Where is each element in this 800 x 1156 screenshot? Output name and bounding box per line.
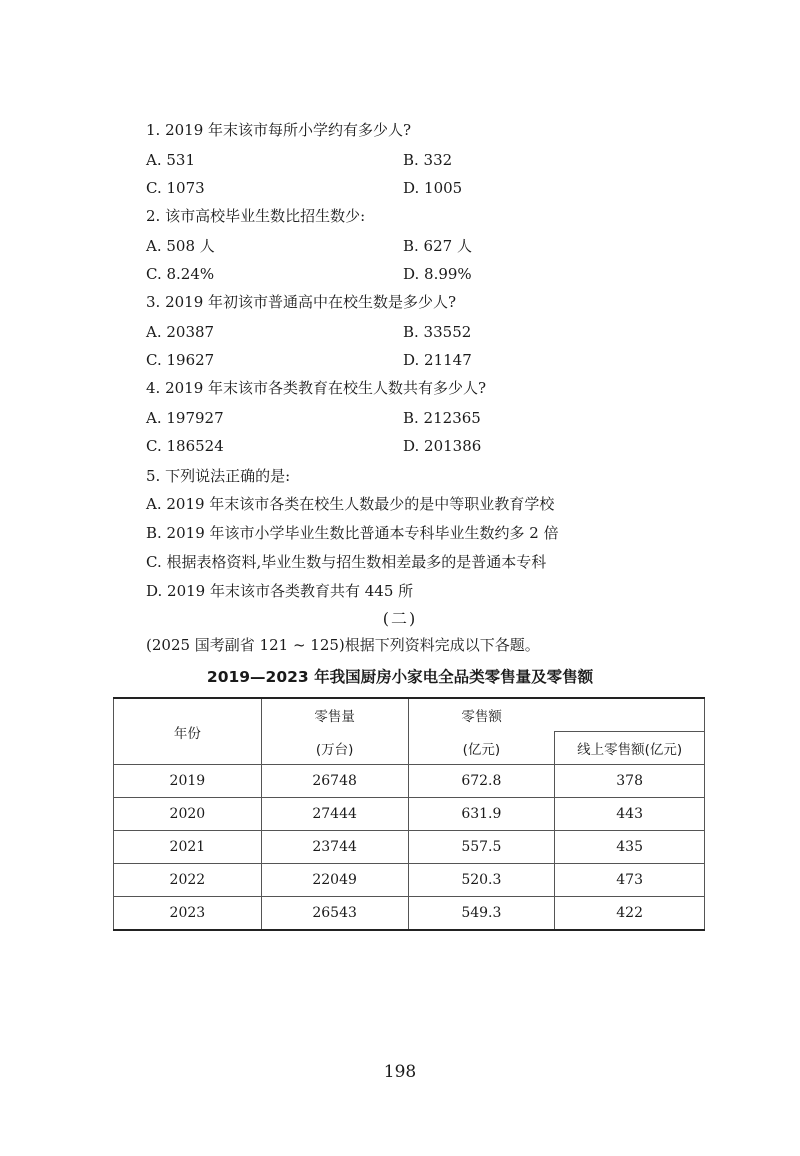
question-2-option-c: C. 8.24% <box>146 265 215 283</box>
header-amount: 零售额 <box>408 698 555 732</box>
cell-volume: 22049 <box>261 864 408 897</box>
question-5-option-a: A. 2019 年末该市各类在校生人数最少的是中等职业教育学校 <box>146 495 555 513</box>
table-row <box>114 831 705 864</box>
section-intro: (2025 国考副省 121 ~ 125)根据下列资料完成以下各题。 <box>146 636 540 654</box>
question-5-option-d: D. 2019 年末该市各类教育共有 445 所 <box>146 582 414 600</box>
retail-table <box>113 697 705 931</box>
table-title: 2019—2023 年我国厨房小家电全品类零售量及零售额 <box>206 668 594 686</box>
question-3-option-d: D. 21147 <box>403 351 472 369</box>
header-amount-unit: (亿元) <box>408 732 555 765</box>
cell-year: 2021 <box>114 831 262 864</box>
question-1-stem: 1. 2019 年末该市每所小学约有多少人? <box>146 121 412 139</box>
question-2-option-a: A. 508 人 <box>146 237 215 255</box>
question-4-option-a: A. 197927 <box>146 409 224 427</box>
question-3-option-b: B. 33552 <box>403 323 472 341</box>
cell-year: 2020 <box>114 798 262 831</box>
cell-amount: 631.9 <box>408 798 555 831</box>
header-amount-spacer <box>555 698 705 732</box>
cell-year: 2019 <box>114 765 262 798</box>
header-volume: 零售量 <box>261 698 408 732</box>
question-5-stem: 5. 下列说法正确的是: <box>146 467 291 485</box>
question-1-option-b: B. 332 <box>403 151 453 169</box>
cell-online: 422 <box>555 897 705 931</box>
cell-volume: 26543 <box>261 897 408 931</box>
question-3-stem: 3. 2019 年初该市普通高中在校生数是多少人? <box>146 293 457 311</box>
cell-online: 473 <box>555 864 705 897</box>
header-volume-unit: (万台) <box>261 732 408 765</box>
cell-amount: 549.3 <box>408 897 555 931</box>
table-row <box>114 765 705 798</box>
cell-amount: 557.5 <box>408 831 555 864</box>
page-number: 198 <box>383 1062 417 1082</box>
table-row <box>114 798 705 831</box>
cell-volume: 23744 <box>261 831 408 864</box>
question-2-option-d: D. 8.99% <box>403 265 472 283</box>
cell-year: 2022 <box>114 864 262 897</box>
header-year: 年份 <box>114 698 262 765</box>
question-1-option-d: D. 1005 <box>403 179 463 197</box>
cell-volume: 26748 <box>261 765 408 798</box>
question-4-stem: 4. 2019 年末该市各类教育在校生人数共有多少人? <box>146 379 487 397</box>
cell-amount: 520.3 <box>408 864 555 897</box>
question-1-option-c: C. 1073 <box>146 179 205 197</box>
cell-volume: 27444 <box>261 798 408 831</box>
question-4-option-b: B. 212365 <box>403 409 481 427</box>
question-3-option-c: C. 19627 <box>146 351 215 369</box>
question-2-stem: 2. 该市高校毕业生数比招生数少: <box>146 207 366 225</box>
question-5-option-c: C. 根据表格资料,毕业生数与招生数相差最多的是普通本专科 <box>146 553 547 571</box>
cell-year: 2023 <box>114 897 262 931</box>
cell-online: 443 <box>555 798 705 831</box>
question-2-option-b: B. 627 人 <box>403 237 472 255</box>
cell-amount: 672.8 <box>408 765 555 798</box>
header-online-amount: 线上零售额(亿元) <box>555 732 705 765</box>
cell-online: 435 <box>555 831 705 864</box>
question-4-option-c: C. 186524 <box>146 437 224 455</box>
section-label: (二) <box>382 609 418 628</box>
question-1-option-a: A. 531 <box>146 151 195 169</box>
cell-online: 378 <box>555 765 705 798</box>
table-row <box>114 864 705 897</box>
question-3-option-a: A. 20387 <box>146 323 215 341</box>
table-row <box>114 897 705 931</box>
question-4-option-d: D. 201386 <box>403 437 482 455</box>
question-5-option-b: B. 2019 年该市小学毕业生数比普通本专科毕业生数约多 2 倍 <box>146 524 559 542</box>
